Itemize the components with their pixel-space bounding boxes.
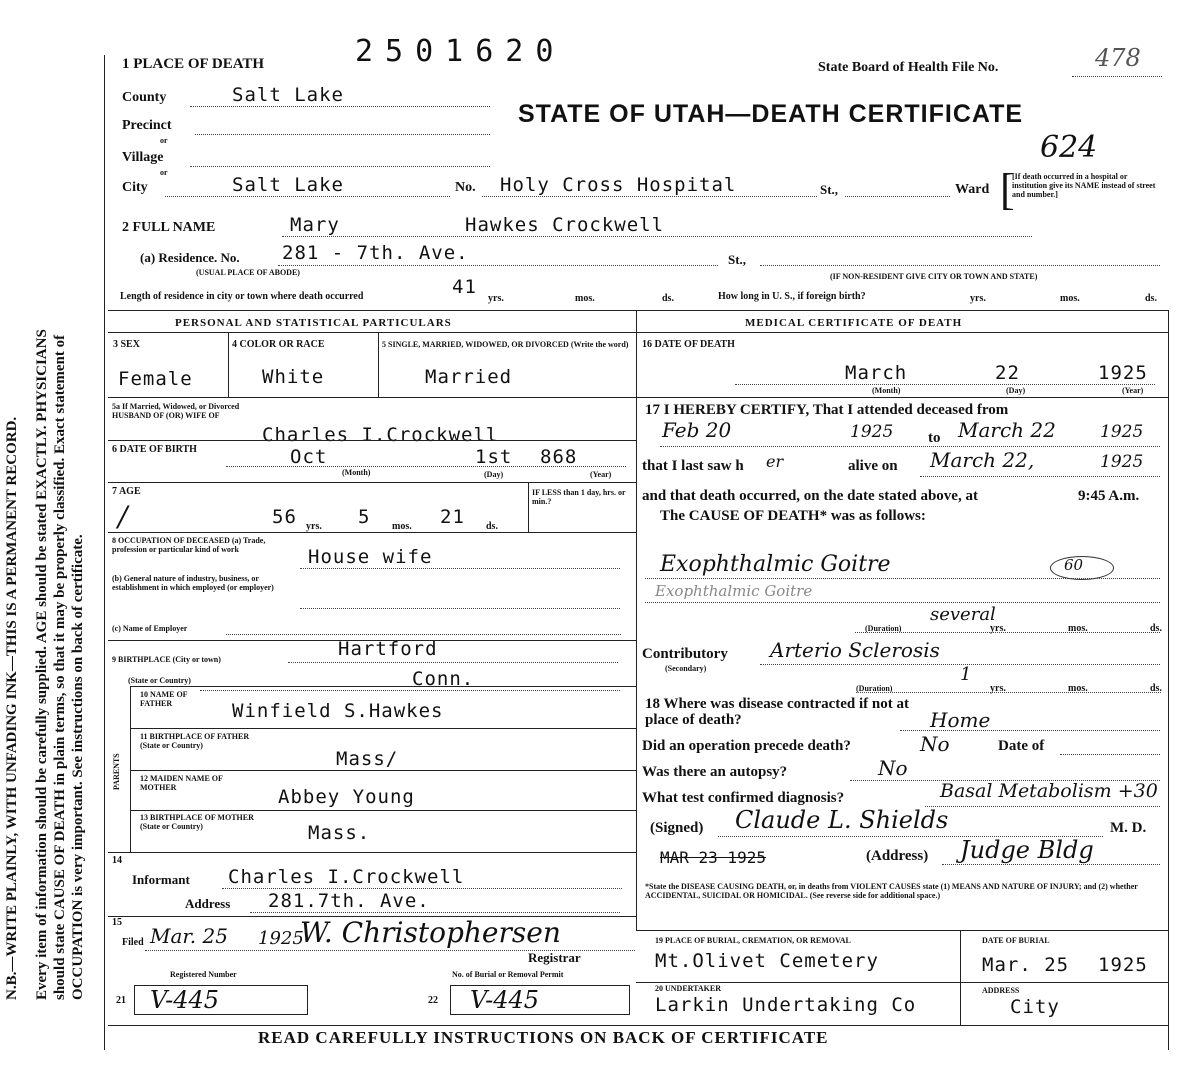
contributory-value: Arterio Sclerosis bbox=[770, 638, 940, 662]
filed-label: Filed bbox=[122, 937, 144, 948]
margin-line-1: Every item of information should be carefully supplied. AGE should be stated EXACTLY. PHYSICIANS bbox=[34, 329, 50, 1000]
burial-year: 1925 bbox=[1098, 954, 1148, 976]
age-label: 7 AGE bbox=[112, 486, 141, 497]
usual-place-caption: (USUAL PLACE OF ABODE) bbox=[196, 268, 300, 277]
state-country-label: (State or Country) bbox=[128, 676, 191, 685]
burial-date-label: DATE OF BURIAL bbox=[982, 936, 1050, 945]
attended-from: Feb 20 bbox=[662, 418, 732, 442]
contributory-label: Contributory bbox=[642, 646, 728, 662]
first-name: Mary bbox=[290, 214, 340, 236]
length-residence-label: Length of residence in city or town where death occurred bbox=[120, 291, 364, 302]
father-birthplace-value: Mass/ bbox=[336, 748, 399, 770]
frame-right bbox=[1168, 310, 1169, 1050]
informant-address-label: Address bbox=[185, 896, 231, 911]
undertaker-value: Larkin Undertaking Co bbox=[655, 994, 917, 1016]
birthplace-label: 9 BIRTHPLACE (City or town) bbox=[112, 655, 221, 664]
burial-date-value: Mar. 25 bbox=[982, 954, 1070, 976]
village-label: Village bbox=[122, 150, 164, 165]
occupation-label: 8 OCCUPATION OF DECEASED (a) Trade, profession or particular kind of work bbox=[112, 536, 266, 554]
informant-label: Informant bbox=[132, 872, 190, 887]
margin-line-3: OCCUPATION is very important. See instructions on back of certificate. bbox=[70, 534, 86, 1000]
cause-code: 60 bbox=[1064, 556, 1084, 574]
city-value: Salt Lake bbox=[232, 174, 344, 196]
color-value: White bbox=[262, 366, 325, 388]
place-of-death-label: 1 PLACE OF DEATH bbox=[122, 56, 265, 72]
occurred-label: and that death occurred, on the date stated above, at bbox=[642, 488, 978, 504]
operation-answer: No bbox=[920, 732, 950, 756]
date-of-death-label: 16 DATE OF DEATH bbox=[642, 339, 735, 350]
burial-permit-value: V-445 bbox=[470, 986, 540, 1014]
mother-value: Abbey Young bbox=[278, 786, 415, 808]
undertaker-label: 20 UNDERTAKER bbox=[655, 984, 722, 993]
color-label: 4 COLOR OR RACE bbox=[232, 339, 325, 350]
physician-signature: Claude L. Shields bbox=[735, 806, 949, 834]
father-birthplace-label: 11 BIRTHPLACE OF FATHER (State or Country) bbox=[140, 732, 250, 750]
employer-label: (c) Name of Employer bbox=[112, 624, 188, 633]
age-months: 5 bbox=[358, 506, 371, 528]
medical-section-title: MEDICAL CERTIFICATE OF DEATH bbox=[745, 317, 963, 329]
marital-value: Married bbox=[425, 366, 513, 388]
frame-left bbox=[104, 55, 105, 1050]
filed-year: 1925 bbox=[258, 928, 304, 949]
ward-note: [If death occurred in a hospital or institution give its NAME instead of street and number.] bbox=[1012, 172, 1156, 199]
parents-label: PARENTS bbox=[112, 753, 121, 790]
city-label: City bbox=[122, 180, 148, 195]
dob-label: 6 DATE OF BIRTH bbox=[112, 444, 197, 455]
age-days: 21 bbox=[440, 506, 465, 528]
dob-month: Oct bbox=[290, 446, 328, 468]
sex-value: Female bbox=[118, 368, 193, 390]
last-saw-date: March 22, bbox=[930, 448, 1035, 472]
margin-line-2: should state CAUSE OF DEATH in plain terms, so that it may be properly classified. Exact statement of bbox=[52, 334, 68, 1000]
county-label: County bbox=[122, 90, 167, 105]
marital-label: 5 SINGLE, MARRIED, WIDOWED, OR DIVORCED (Write the word) bbox=[382, 340, 629, 349]
certify-line: 17 I HEREBY CERTIFY, That I attended deceased from bbox=[645, 402, 1009, 418]
undertaker-address-label: ADDRESS bbox=[982, 986, 1020, 995]
cause-footnote: *State the DISEASE CAUSING DEATH, or, in deaths from VIOLENT CAUSES state (1) MEANS AND NATURE OF INJURY; and (2) whether ACCIDENTAL, SUICIDAL OR HOMICIDAL. (See reverse side for additional space.) bbox=[645, 882, 1138, 900]
autopsy-label: Was there an autopsy? bbox=[642, 764, 788, 780]
informant-address-value: 281.7th. Ave. bbox=[268, 890, 430, 912]
autopsy-answer: No bbox=[878, 756, 908, 780]
sex-label: 3 SEX bbox=[113, 339, 140, 350]
birthplace-state: Conn. bbox=[412, 668, 475, 690]
occupation-b-label: (b) General nature of industry, business, or establishment in which employed (or employer) bbox=[112, 574, 274, 592]
residence-value: 281 - 7th. Ave. bbox=[282, 242, 469, 264]
cause-primary: Exophthalmic Goitre bbox=[660, 552, 891, 577]
informant-value: Charles I.Crockwell bbox=[228, 866, 465, 888]
received-stamp: MAR 23 1925 bbox=[660, 848, 766, 867]
st-label: St., bbox=[820, 182, 839, 197]
margin-instructions bbox=[0, 0, 100, 1070]
cause-primary-typed: Exophthalmic Goitre bbox=[655, 582, 813, 600]
mother-birthplace-label: 13 BIRTHPLACE OF MOTHER (State or Country) bbox=[140, 813, 254, 831]
us-label: How long in U. S., if foreign birth? bbox=[718, 291, 866, 302]
dob-year: 868 bbox=[540, 446, 578, 468]
hospital-value: Holy Cross Hospital bbox=[500, 174, 737, 196]
county-value: Salt Lake bbox=[232, 84, 344, 106]
instructions-footer: READ CAREFULLY INSTRUCTIONS ON BACK OF CERTIFICATE bbox=[258, 1028, 829, 1047]
section-divider bbox=[636, 310, 637, 930]
full-name-label: 2 FULL NAME bbox=[122, 220, 216, 235]
registrar-signature: W. Christophersen bbox=[300, 916, 561, 949]
personal-section-title: PERSONAL AND STATISTICAL PARTICULARS bbox=[175, 317, 452, 329]
mother-label: 12 MAIDEN NAME OF MOTHER bbox=[140, 774, 223, 792]
registered-number-value: V-445 bbox=[150, 986, 220, 1014]
no-label: No. bbox=[455, 180, 476, 195]
registration-handwritten: 624 bbox=[1040, 130, 1098, 165]
last-saw-year: 1925 bbox=[1100, 452, 1144, 472]
to-year: 1925 bbox=[1100, 422, 1144, 442]
last-names: Hawkes Crockwell bbox=[465, 214, 665, 236]
precinct-label: Precinct bbox=[122, 118, 172, 133]
physician-address: Judge Bldg bbox=[960, 836, 1094, 864]
last-saw-label: that I last saw h bbox=[642, 458, 744, 474]
registered-number-label: Registered Number bbox=[170, 970, 237, 979]
death-month: March bbox=[845, 362, 908, 384]
death-year: 1925 bbox=[1098, 362, 1148, 384]
spouse-value: Charles I.Crockwell bbox=[262, 424, 499, 446]
cause-label: The CAUSE OF DEATH* was as follows: bbox=[660, 508, 926, 524]
mother-birthplace-value: Mass. bbox=[308, 822, 371, 844]
occupation-value: House wife bbox=[308, 546, 433, 568]
file-no-value: 478 bbox=[1095, 44, 1141, 72]
spouse-label: 5a If Married, Widowed, or Divorced HUSBAND OF (OR) WIFE OF bbox=[112, 402, 240, 420]
burial-place-value: Mt.Olivet Cemetery bbox=[655, 950, 879, 972]
test-label: What test confirmed diagnosis? bbox=[642, 790, 845, 806]
undertaker-address-value: City bbox=[1010, 996, 1060, 1018]
q18-label: 18 Where was disease contracted if not at place of death? bbox=[645, 696, 909, 728]
burial-permit-label: No. of Burial or Removal Permit bbox=[452, 970, 564, 979]
residence-st: St., bbox=[728, 252, 747, 267]
q18-answer: Home bbox=[930, 708, 991, 732]
residence-label: (a) Residence. No. bbox=[140, 250, 240, 265]
father-value: Winfield S.Hawkes bbox=[232, 700, 444, 722]
birthplace-city: Hartford bbox=[338, 638, 438, 660]
nonresident-note: (IF NON-RESIDENT GIVE CITY OR TOWN AND STATE) bbox=[830, 272, 1038, 281]
certificate-title: STATE OF UTAH—DEATH CERTIFICATE bbox=[518, 100, 1024, 128]
registrar-label: Registrar bbox=[528, 950, 581, 965]
dob-day: 1st bbox=[475, 446, 513, 468]
father-label: 10 NAME OF FATHER bbox=[140, 690, 188, 708]
from-year: 1925 bbox=[850, 422, 894, 442]
margin-record-note: N.B.—WRITE PLAINLY, WITH UNFADING INK—THIS IS A PERMANENT RECORD. bbox=[4, 416, 20, 1000]
file-no-label: State Board of Health File No. bbox=[818, 60, 999, 75]
age-years: 56 bbox=[272, 506, 297, 528]
attended-to: March 22 bbox=[958, 418, 1056, 442]
signed-label: (Signed) bbox=[650, 820, 704, 836]
occurred-time: 9:45 A.m. bbox=[1078, 488, 1140, 504]
death-day: 22 bbox=[995, 362, 1020, 384]
filed-value: Mar. 25 bbox=[150, 924, 228, 948]
operation-label: Did an operation precede death? bbox=[642, 738, 851, 754]
length-residence-value: 41 bbox=[452, 276, 477, 298]
duration-contributory: 1 bbox=[960, 664, 972, 685]
ward-label: Ward bbox=[955, 182, 990, 197]
burial-place-label: 19 PLACE OF BURIAL, CREMATION, OR REMOVAL bbox=[655, 936, 851, 945]
certificate-number: 2501620 bbox=[355, 34, 566, 69]
less-than-label: IF LESS than 1 day, hrs. or min.? bbox=[532, 488, 626, 506]
test-answer: Basal Metabolism +30 bbox=[940, 780, 1158, 802]
duration-primary: several bbox=[930, 604, 996, 625]
